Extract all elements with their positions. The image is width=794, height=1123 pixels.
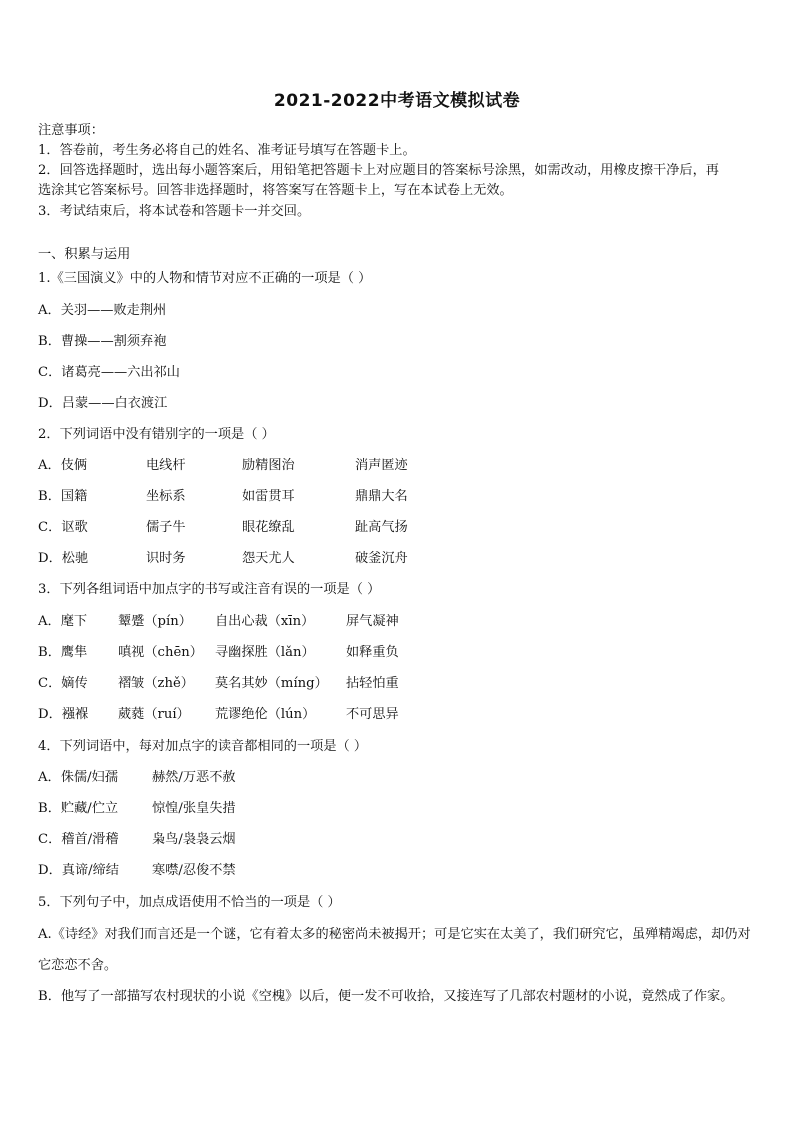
option-word: 莫名其妙（míng）: [215, 676, 328, 691]
option-word: 葳蕤（ruí）: [118, 707, 190, 722]
option-word: A．麾下: [38, 614, 88, 629]
option-word: 励精图治: [242, 458, 295, 473]
option-word: D．襁褓: [38, 707, 89, 722]
option-word: 坐标系: [146, 489, 186, 504]
option-word: 寻幽探胜（lǎn）: [215, 645, 315, 660]
question-2-stem: 2．下列词语中没有错别字的一项是（ ）: [38, 427, 275, 442]
option-word: 如雷贯耳: [242, 489, 295, 504]
option-word: 鼎鼎大名: [355, 489, 408, 504]
option-word: 嗔视（chēn）: [118, 645, 203, 660]
option-word: C．讴歌: [38, 520, 88, 535]
question-1-option-c: C．诸葛亮——六出祁山: [38, 365, 180, 380]
option-word: 如释重负: [346, 645, 399, 660]
question-3-stem: 3．下列各组词语中加点字的书写或注音有误的一项是（ ）: [38, 582, 381, 597]
option-word: 赫然/万恶不赦: [152, 770, 236, 785]
option-word: 褶皱（zhě）: [118, 676, 194, 691]
notes-heading: 注意事项：: [38, 123, 104, 138]
section-heading: 一、积累与运用: [38, 247, 131, 262]
option-word: 消声匿迹: [355, 458, 408, 473]
question-5-option-b: B．他写了一部描写农村现状的小说《空槐》以后，便一发不可收拾，又接连写了几部农村题材的小说，竟然成了作家。: [38, 989, 734, 1004]
option-word: 不可思异: [346, 707, 399, 722]
question-1-option-d: D．吕蒙——白衣渡江: [38, 396, 168, 411]
option-word: A．侏儒/妇孺: [38, 770, 118, 785]
option-word: 儒子牛: [146, 520, 186, 535]
page-title: 2021-2022中考语文模拟试卷: [273, 91, 521, 111]
option-word: C．稽首/滑稽: [38, 832, 119, 847]
option-word: 枭鸟/袅袅云烟: [152, 832, 236, 847]
option-word: 识时务: [146, 551, 186, 566]
option-word: A．伎俩: [38, 458, 88, 473]
option-word: 荒谬绝伦（lún）: [215, 707, 316, 722]
question-5-stem: 5．下列句子中，加点成语使用不恰当的一项是（ ）: [38, 895, 341, 910]
option-word: D．真谛/缔结: [38, 863, 119, 878]
option-word: 拈轻怕重: [346, 676, 399, 691]
question-4-stem: 4．下列词语中，每对加点字的读音都相同的一项是（ ）: [38, 739, 368, 754]
question-5-option-a: A.《诗经》对我们而言还是一个谜，它有着太多的秘密尚未被揭开；可是它实在太美了，我们研究它，虽殚精竭虑，却仍对它恋恋不舍。: [38, 927, 751, 973]
option-word: 惊惶/张皇失措: [152, 801, 236, 816]
question-1-option-a: A．关羽——败走荆州: [38, 303, 167, 318]
option-word: 寒噤/忍俊不禁: [152, 863, 236, 878]
note-item: 选涂其它答案标号。回答非选择题时，将答案写在答题卡上，写在本试卷上无效。: [38, 183, 513, 198]
option-word: 屏气凝神: [346, 614, 399, 629]
option-word: 破釜沉舟: [355, 551, 408, 566]
option-word: B．国籍: [38, 489, 88, 504]
note-item: 1．答卷前，考生务必将自己的姓名、准考证号填写在答题卡上。: [38, 143, 416, 158]
note-item: 3．考试结束后，将本试卷和答题卡一并交回。: [38, 204, 311, 219]
question-1-stem: 1.《三国演义》中的人物和情节对应不正确的一项是（ ）: [38, 271, 372, 286]
question-1-option-b: B．曹操——割须弃袍: [38, 334, 167, 349]
option-word: 自出心裁（xīn）: [215, 614, 315, 629]
option-word: 颦蹙（pín）: [118, 614, 192, 629]
option-word: 眼花缭乱: [242, 520, 295, 535]
option-word: 趾高气扬: [355, 520, 408, 535]
option-word: B．鹰隼: [38, 645, 88, 660]
option-word: 怨天尤人: [242, 551, 295, 566]
option-word: 电线杆: [146, 458, 186, 473]
option-word: B．贮藏/伫立: [38, 801, 119, 816]
option-word: D．松驰: [38, 551, 89, 566]
note-item: 2．回答选择题时，选出每小题答案后，用铅笔把答题卡上对应题目的答案标号涂黑，如需改动，用橡皮擦干净后，再: [38, 163, 719, 178]
option-word: C．嫡传: [38, 676, 88, 691]
